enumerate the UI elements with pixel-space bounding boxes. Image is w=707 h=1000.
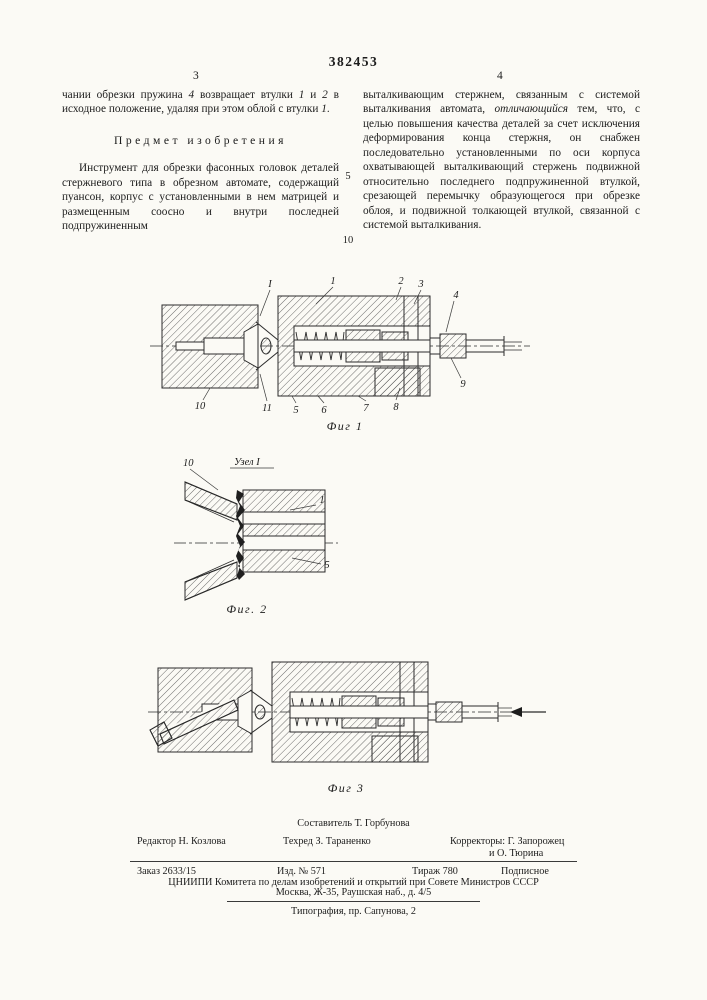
fig2-callout-5: 5 [324, 560, 330, 571]
right-text-column [363, 88, 640, 233]
imprint-issue: Изд. № 571 [277, 866, 327, 877]
imprint-subscription: Подписное [501, 866, 549, 877]
fig1-caption: Фиг 1 [326, 419, 364, 433]
fig2-callout-10: 10 [183, 458, 194, 469]
figure-1-drawing [148, 274, 540, 434]
ref-numeral: 2 [322, 89, 328, 101]
fig1-callout-11: 11 [262, 403, 272, 414]
fig1-callout-5: 5 [293, 405, 299, 416]
imprint-correctors: Корректоры: Г. Запорожец [450, 836, 565, 847]
fig1-callout-7: 7 [363, 403, 369, 414]
imprint-correctors-2: и О. Тюрина [489, 848, 544, 859]
text-run: и [304, 89, 323, 101]
text-run: возвращает втулки [194, 89, 299, 101]
text-run: тем, что, с целью повышения качества деталей за счет исключения деформирования конца стержня, он снабжен последовательно установленными по оси корпуса охватывающей выталкивающий стержень подвижной относительно последнего подпружиненной втулкой, срезающей перемычку образующегося при обрезке облоя, и подвижной толкающей втулкой, связанной с системой выталкивания. [363, 103, 640, 232]
fig1-callout-2: 2 [398, 276, 404, 287]
imprint-printing-house: Типография, пр. Сапунова, 2 [291, 906, 416, 917]
fig3-caption: Фиг 3 [327, 781, 365, 795]
fig1-callout-3: 3 [418, 279, 424, 290]
imprint-order: Заказ 2633/15 [137, 866, 196, 877]
fig1-callout-6: 6 [321, 405, 327, 416]
claim-text-start: Инструмент для обрезки фасонных головок деталей стержневого типа в обрезном автомате, содержащий пуансон, корпус с установленными в нем матрицей и размещенным соосно и внутри последней подпружиненным [62, 162, 339, 233]
fig1-callout-4: 4 [453, 290, 459, 301]
text-run: чании обрезки пружина [62, 89, 189, 101]
patent-number: 382453 [328, 54, 379, 69]
text-run: в исходное положение, удаляя при этом облой с втулки [62, 89, 339, 116]
fig1-callout-1: 1 [330, 276, 336, 287]
ref-numeral: 4 [188, 89, 195, 101]
figure-2-drawing [168, 452, 348, 620]
fig1-callout-10: 10 [194, 401, 206, 412]
text-run: . [326, 103, 330, 116]
claim-text-end [363, 88, 640, 233]
ref-numeral: 1 [321, 103, 327, 116]
left-text-column [62, 88, 339, 234]
imprint-editor: Редактор Н. Козлова [137, 836, 226, 847]
text-run: выталкивающим стержнем, связанным с системой выталкивания автомата, [363, 89, 640, 116]
fig3-geometry [148, 662, 546, 762]
section-heading: Предмет изобретения [114, 133, 287, 147]
ref-numeral: 1 [298, 89, 305, 101]
fig1-callout-8: 8 [393, 402, 399, 413]
imprint-org-line1: ЦНИИПИ Комитета по делам изобретений и открытий при Совете Министров СССР [168, 877, 539, 888]
fig2-callout-1: 1 [319, 495, 325, 506]
line-number-10: 10 [342, 235, 354, 246]
figure-3-drawing [146, 648, 558, 798]
imprint-print-run: Тираж 780 [412, 866, 458, 877]
claim-keyword: отличающийся [494, 103, 568, 116]
imprint-org-line2: Москва, Ж-35, Раушская наб., д. 4/5 [275, 887, 432, 898]
fig1-callout-9: 9 [460, 379, 466, 390]
imprint-divider-bottom [227, 901, 480, 902]
fig1-callout-I: I [268, 279, 272, 290]
line-number-5: 5 [345, 171, 351, 182]
fig2-detail-title: Узел I [234, 457, 260, 468]
imprint-compiler: Составитель Т. Горбунова [297, 818, 410, 829]
column-number-left: 3 [193, 70, 199, 82]
fig2-geometry [174, 482, 338, 600]
fig1-geometry [150, 296, 530, 396]
left-paragraph-continuation [62, 88, 339, 117]
imprint-techred: Техред З. Тараненко [283, 836, 371, 847]
column-number-right: 4 [497, 70, 503, 82]
imprint-divider-top [130, 861, 577, 862]
fig2-caption: Фиг. 2 [226, 602, 268, 616]
